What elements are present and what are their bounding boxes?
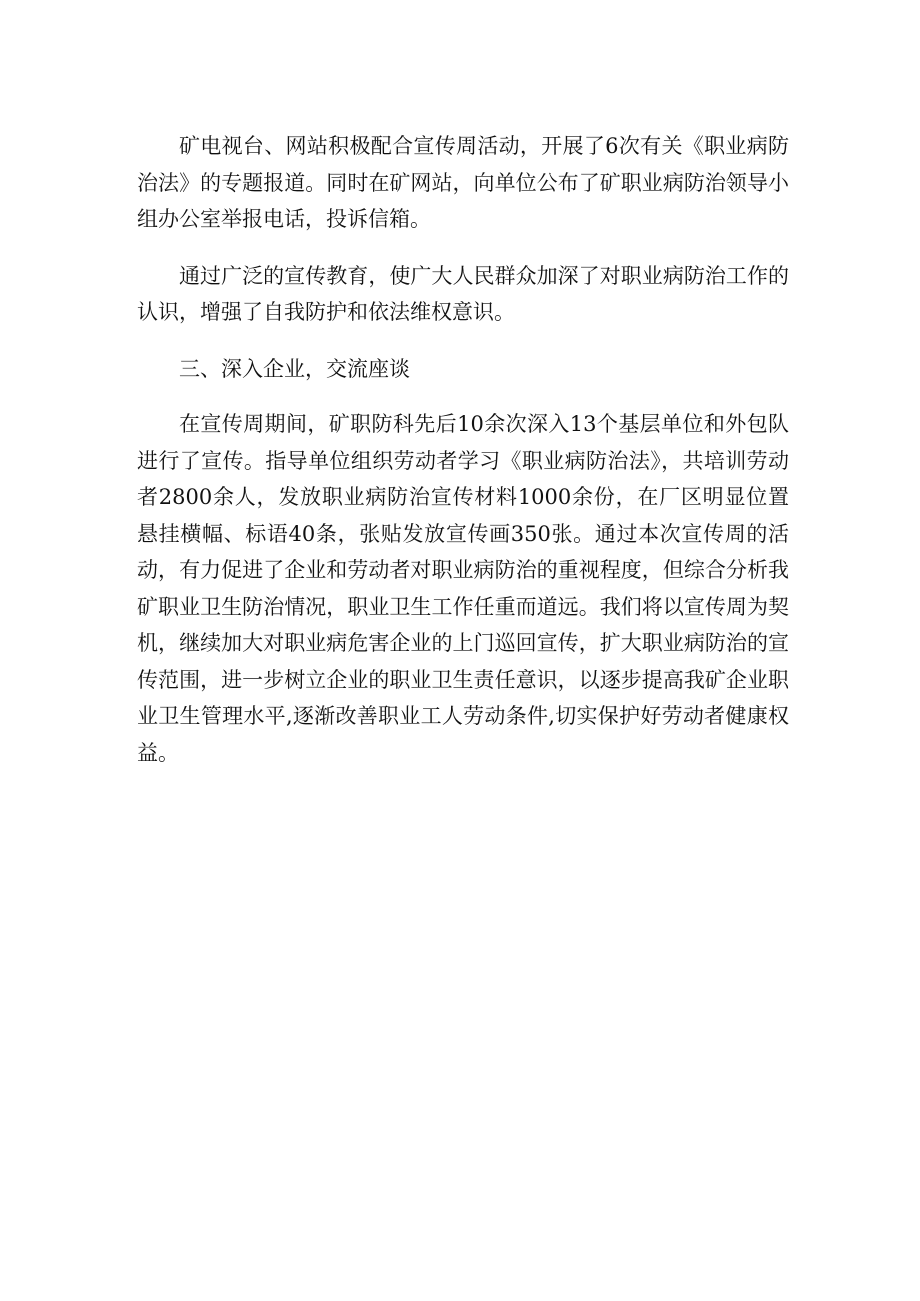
paragraph-enterprise-visits: 在宣传周期间，矿职防科先后10余次深入13个基层单位和外包队进行了宣传。指导单位组织劳动者学习《职业病防治法》，共培训劳动者2800余人，发放职业病防治宣传材料1000余份，在厂区明显位置悬挂横幅、标语40条，张贴发放宣传画350张。通过本次宣传周的活动，有力促进了企业和劳动者对职业病防治的重视程度，但综合分析我矿职业卫生防治情况，职业卫生工作任重而道远。我们将以宣传周为契机，继续加大对职业病危害企业的上门巡回宣传，扩大职业病防治的宣传范围，进一步树立企业的职业卫生责任意识，以逐步提高我矿企业职业卫生管理水平,逐渐改善职业工人劳动条件,切实保护好劳动者健康权益。 bbox=[137, 412, 789, 765]
paragraph-media-coverage: 矿电视台、网站积极配合宣传周活动，开展了6次有关《职业病防治法》的专题报道。同时在矿网站，向单位公布了矿职业病防治领导小组办公室举报电话，投诉信箱。 bbox=[137, 134, 789, 231]
paragraph-awareness: 通过广泛的宣传教育，使广大人民群众加深了对职业病防治工作的认识，增强了自我防护和依法维权意识。 bbox=[137, 263, 789, 324]
document-page bbox=[137, 128, 789, 791]
section-heading: 三、深入企业，交流座谈 bbox=[179, 356, 410, 381]
